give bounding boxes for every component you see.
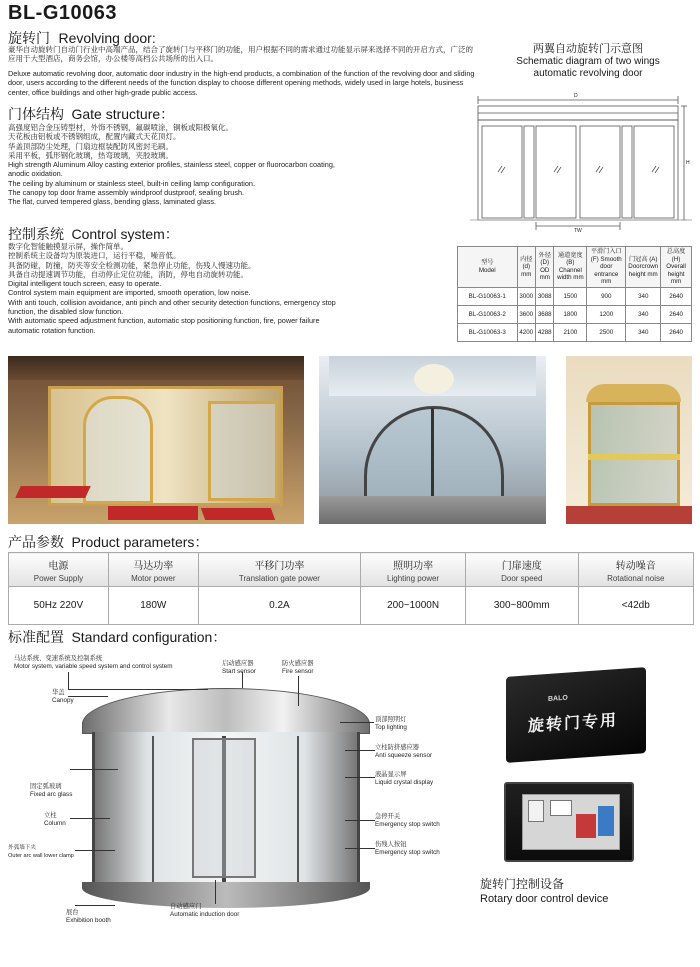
dim-tw: TW: [574, 228, 582, 234]
spec-cell: 3088: [535, 287, 553, 305]
param-value: 50Hz 220V: [9, 587, 109, 625]
product-title-cn: 旋转门: [8, 30, 50, 46]
params-value-row: [9, 587, 694, 625]
param-header: 平移门功率 Translation gate power: [198, 553, 360, 587]
spec-header-row: [458, 247, 692, 288]
control-box-closed: [506, 667, 646, 763]
device-caption-cn: 旋转门控制设备: [480, 877, 565, 891]
param-value: <42db: [578, 587, 693, 625]
param-header: 门扉速度 Door speed: [466, 553, 578, 587]
spec-cell: 2640: [661, 287, 692, 305]
gate-line-cn: 华盖顶部防尘处理，门扇边框装配防风密封毛刷。: [8, 141, 173, 151]
spec-cell: 340: [626, 287, 661, 305]
config-title-en: Standard configuration：: [71, 629, 227, 645]
schematic-title-en-2: automatic revolving door: [533, 68, 643, 79]
params-title-en: Product parameters：: [71, 534, 209, 550]
control-text: [8, 242, 343, 335]
revolving-door-illustration: [82, 688, 370, 913]
gate-line-en: High strength Aluminum Alloy casting exterior profiles, stainless steel, copper or fluorocarbon coating, anodic oxidation.: [8, 160, 335, 179]
params-header-row: [9, 553, 694, 587]
device-caption-en: Rotary door control device: [480, 893, 609, 905]
gate-text: [8, 123, 348, 207]
control-line-cn: 具备防碰，防撞，防夹等安全检测功能，紧急停止功能，伤残人慢速功能。: [8, 260, 256, 270]
params-table: [8, 552, 694, 625]
photo-lobby-door: [8, 356, 304, 524]
spec-header: 型号 Model: [458, 247, 518, 288]
label-anti-squeeze-sensor: 立柱防挤感应器 Anti squeeze sensor: [375, 744, 433, 759]
gate-line-cn: 天花板由铝板或不锈钢组成，配置内藏式天花顶灯。: [8, 132, 181, 142]
control-line-cn: 控制系统主设备均为原装进口，运行平稳，噪音低。: [8, 251, 181, 261]
gate-title-cn: 门体结构: [8, 106, 64, 122]
label-exhibition-booth: 展台 Exhibition booth: [66, 909, 111, 924]
control-line-en: With automatic speed adjustment function, automatic stop positioning function, fire, power failure automatic rotation function.: [8, 316, 320, 335]
label-lcd: 液晶显示屏 Liquid crystal display: [375, 771, 434, 786]
product-desc-en: Deluxe automatic revolving door, automatic door industry in the high-end products, a combination of the function of the revolving door and sliding door, users according to the different needs of the function display to choose different opening methods, widely used in large hotels, business center, office buildings and other high-grade public access.: [8, 69, 475, 97]
spec-table: [457, 246, 692, 342]
spec-cell: BL-G10063-3: [458, 323, 518, 341]
label-start-sensor: 启动感应器 Start sensor: [222, 660, 256, 675]
product-desc-cn: 豪华自动旋转门自动门行业中高端产品，结合了旋转门与平移门的功能，用户根据不同的需求通过功能显示屏来选择不同的开启方式，广泛的应用于大型酒店，商务会馆，办公楼等高档公共场所的出入口。: [8, 45, 473, 64]
box-brand: BALO: [548, 694, 568, 703]
spec-cell: 340: [626, 323, 661, 341]
label-motor-system: 马达系统、变速系统及控制系统 Motor system, variable speed system and control system: [14, 655, 173, 670]
spec-cell: 2640: [661, 305, 692, 323]
param-value: 180W: [108, 587, 198, 625]
spec-cell: 3688: [535, 305, 553, 323]
spec-header: 通道宽度 (B) Channel width mm: [554, 247, 587, 288]
schematic-title: [488, 40, 688, 80]
config-title-cn: 标准配置: [8, 629, 64, 645]
photo-glass-revolving-door: [319, 356, 546, 524]
control-title-cn: 控制系统: [8, 226, 64, 242]
control-line-en: Digital intelligent touch screen, easy to operate.: [8, 279, 162, 289]
label-fire-sensor: 防火感应器 Fire sensor: [282, 660, 314, 675]
label-column: 立柱 Column: [44, 812, 66, 827]
spec-cell: BL-G10063-1: [458, 287, 518, 305]
label-outer-arc-clamp: 外弧墙下夹 Outer arc wall lower clamp: [8, 845, 74, 859]
spec-cell: 2500: [587, 323, 626, 341]
param-value: 300~800mm: [466, 587, 578, 625]
gate-line-en: The canopy top door frame assembly windproof dustproof, sealing brush.: [8, 188, 245, 198]
photo-gold-revolving-door: [566, 356, 692, 524]
label-fixed-arc-glass: 固定弧玻璃 Fixed arc glass: [30, 783, 73, 798]
gate-heading: [8, 104, 174, 124]
label-induction-door: 自动感应门 Automatic induction door: [170, 903, 240, 918]
spec-cell: 3000: [517, 287, 535, 305]
gate-line-en: The ceiling by aluminum or stainless steel, built-in ceiling lamp configuration.: [8, 178, 255, 188]
spec-header: 总高度 (H) Overall height mm: [661, 247, 692, 288]
schematic-title-en-1: Schematic diagram of two wings: [516, 56, 660, 67]
product-title-en: Revolving door:: [58, 30, 156, 46]
table-row: [458, 323, 692, 341]
spec-header: 内径 (d) mm: [517, 247, 535, 288]
label-canopy: 华盖 Canopy: [52, 689, 74, 704]
control-line-en: Control system main equipment are imported, smooth operation, low noise.: [8, 288, 251, 298]
spec-cell: BL-G10063-2: [458, 305, 518, 323]
params-title-cn: 产品参数: [8, 534, 64, 550]
spec-header: 平滑门入口 (F) Smooth door entrance mm: [587, 247, 626, 288]
spec-cell: 2640: [661, 323, 692, 341]
spec-header: 外径 (D) OD mm: [535, 247, 553, 288]
label-emergency-stop: 急停开关 Emergency stop switch: [375, 813, 440, 828]
gate-line-en: The flat, curved tempered glass, bending glass, laminated glass.: [8, 197, 217, 207]
spec-cell: 4288: [535, 323, 553, 341]
spec-cell: 1500: [554, 287, 587, 305]
device-caption: [480, 875, 608, 905]
control-heading: [8, 224, 179, 244]
param-header: 马达功率 Motor power: [108, 553, 198, 587]
schematic-diagram: [470, 92, 692, 238]
param-header: 照明功率 Lighting power: [361, 553, 466, 587]
control-title-en: Control system：: [71, 226, 179, 242]
spec-cell: 1200: [587, 305, 626, 323]
control-line-cn: 数字化智能触摸显示屏，操作简单。: [8, 242, 128, 251]
gate-title-en: Gate structure：: [71, 106, 175, 122]
table-row: [458, 305, 692, 323]
dim-d: D: [574, 93, 578, 99]
spec-cell: 900: [587, 287, 626, 305]
spec-cell: 3600: [517, 305, 535, 323]
box-text: 旋转门专用: [528, 712, 619, 736]
spec-cell: 1800: [554, 305, 587, 323]
dim-h: H: [686, 160, 690, 166]
params-heading: [8, 532, 208, 552]
control-box-open: [504, 782, 634, 862]
param-value: 0.2A: [198, 587, 360, 625]
gate-line-cn: 采用平板，弧形钢化玻璃，热弯玻璃，夹胶玻璃。: [8, 150, 173, 160]
param-header: 电源 Power Supply: [9, 553, 109, 587]
spec-header: 门冠高 (A) Doorcrown height mm: [626, 247, 661, 288]
label-top-lighting: 顶部照明灯 Top lighting: [375, 716, 407, 731]
label-disabled-button: 伤残人按钮 Emergency stop switch: [375, 841, 440, 856]
spec-cell: 340: [626, 305, 661, 323]
control-line-cn: 具备自动提速调节功能，自动停止定位功能，消防，停电自动旋转功能。: [8, 269, 248, 279]
spec-cell: 4200: [517, 323, 535, 341]
param-header: 转动噪音 Rotational noise: [578, 553, 693, 587]
config-heading: [8, 627, 226, 647]
model-title: BL-G10063: [8, 2, 117, 24]
param-value: 200~1000N: [361, 587, 466, 625]
gate-line-cn: 高强度铝合金压铸型材，外饰不锈钢，氟碳喷涂，铜板或阳极氧化。: [8, 123, 233, 132]
spec-cell: 2100: [554, 323, 587, 341]
table-row: [458, 287, 692, 305]
schematic-title-cn: 两翼自动旋转门示意图: [533, 43, 643, 55]
control-line-en: With anti touch, collision avoidance, anti pinch and other security detection functions, emergency stop function, the disabled slow function.: [8, 297, 336, 317]
